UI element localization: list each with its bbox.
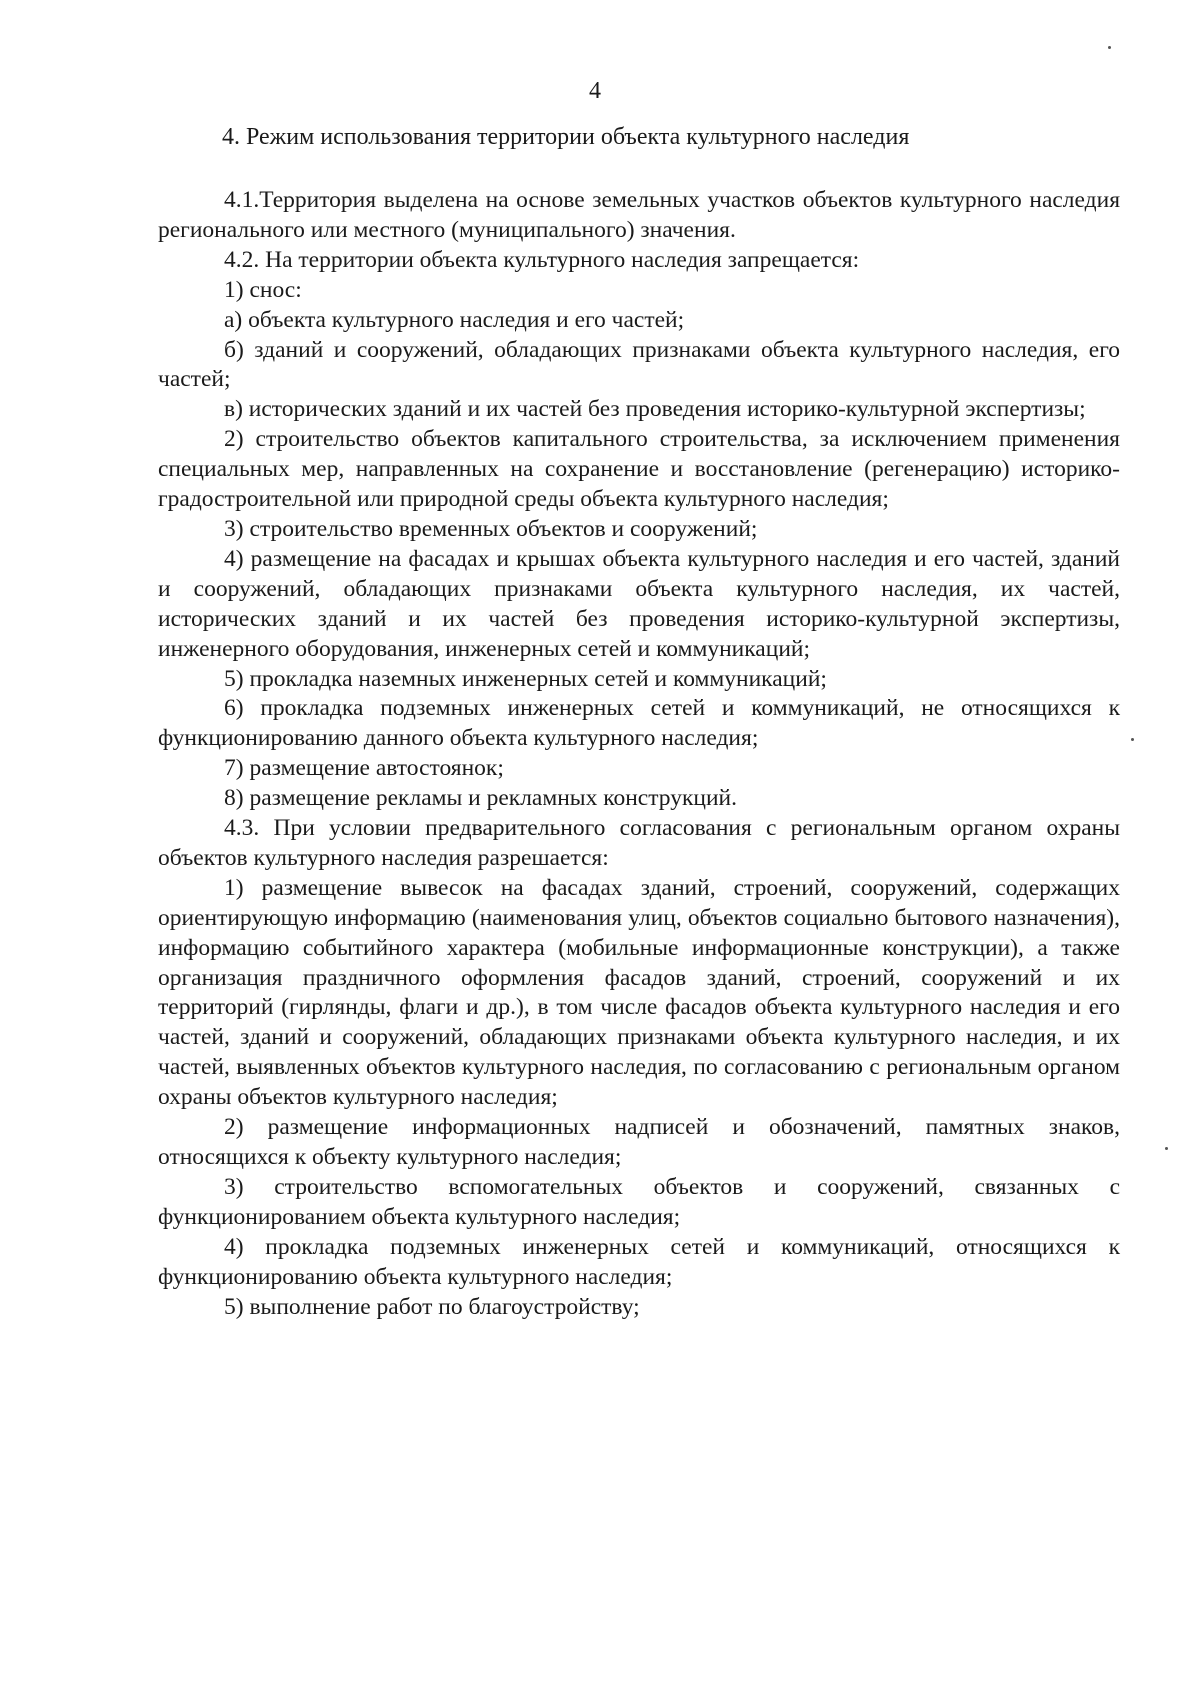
list-subitem-v: в) исторических зданий и их частей без проведения историко-культурной экспертизы;	[224, 396, 1086, 423]
list-item-2-capital-construction: 2) строительство объектов капитального строительства, за исключением применения специальных мер, направленных на сохранение и восстановление (регенерацию) историко-градостроительной или природной среды объекта культурного наследия;	[158, 426, 1120, 513]
page-number: 4	[589, 78, 601, 104]
allowed-item-4-underground-networks: 4) прокладка подземных инженерных сетей и коммуникаций, относящихся к функционированию объекта культурного наследия;	[158, 1233, 1120, 1290]
paragraph-4-2: 4.2. На территории объекта культурного наследия запрещается:	[224, 246, 860, 273]
allowed-item-5-landscaping: 5) выполнение работ по благоустройству;	[224, 1293, 640, 1320]
paragraph-4-1: 4.1.Территория выделена на основе земельных участков объектов культурного наследия регионального или местного (муниципального) значения.	[158, 187, 1120, 243]
allowed-item-1-signs: 1) размещение вывесок на фасадах зданий, строений, сооружений, содержащих ориентирующую информацию (наименования улиц, объектов социально бытового назначения), информацию событийного характера (мобильные информационные конструкции), а также организация праздничного оформления фасадов зданий, строений, сооружений и их территорий (гирлянды, флаги и др.), в том числе фасадов объекта культурного наследия и его частей, зданий и сооружений, обладающих признаками объекта культурного наследия, и их частей, выявленных объектов культурного наследия, по согласованию с региональным органом охраны объектов культурного наследия;	[158, 874, 1120, 1111]
list-item-3-temporary-objects: 3) строительство временных объектов и сооружений;	[224, 515, 758, 542]
list-item-5-surface-networks: 5) прокладка наземных инженерных сетей и коммуникаций;	[224, 665, 827, 692]
list-item-4-facade-equipment: 4) размещение на фасадах и крышах объекта культурного наследия и его частей, зданий и сооружений, обладающих признаками объекта культурного наследия, их частей, исторических зданий и их частей без проведения историко-культурной экспертизы, инженерного оборудования, инженерных сетей и коммуникаций;	[158, 545, 1120, 662]
list-subitem-b: б) зданий и сооружений, обладающих признаками объекта культурного наследия, его частей;	[158, 336, 1120, 393]
list-subitem-a: а) объекта культурного наследия и его частей;	[224, 306, 685, 333]
list-item-6-underground-networks: 6) прокладка подземных инженерных сетей и коммуникаций, не относящихся к функционированию данного объекта культурного наследия;	[158, 695, 1120, 752]
list-item-7-parking: 7) размещение автостоянок;	[224, 755, 504, 782]
allowed-item-2-inscriptions: 2) размещение информационных надписей и обозначений, памятных знаков, относящихся к объекту культурного наследия;	[158, 1114, 1120, 1170]
scan-speck	[1108, 46, 1111, 49]
list-item-demolition: 1) снос:	[224, 276, 302, 303]
scan-speck	[1165, 1147, 1168, 1150]
scan-speck	[1131, 738, 1134, 741]
list-item-8-advertising: 8) размещение рекламы и рекламных конструкций.	[224, 785, 737, 812]
document-body	[158, 186, 1120, 1322]
section-heading: 4. Режим использования территории объекта культурного наследия	[222, 124, 910, 150]
paragraph-4-3: 4.3. При условии предварительного согласования с региональным органом охраны объектов культурного наследия разрешается:	[158, 815, 1120, 871]
allowed-item-3-auxiliary-objects: 3) строительство вспомогательных объектов и сооружений, связанных с функционированием объекта культурного наследия;	[158, 1173, 1120, 1230]
